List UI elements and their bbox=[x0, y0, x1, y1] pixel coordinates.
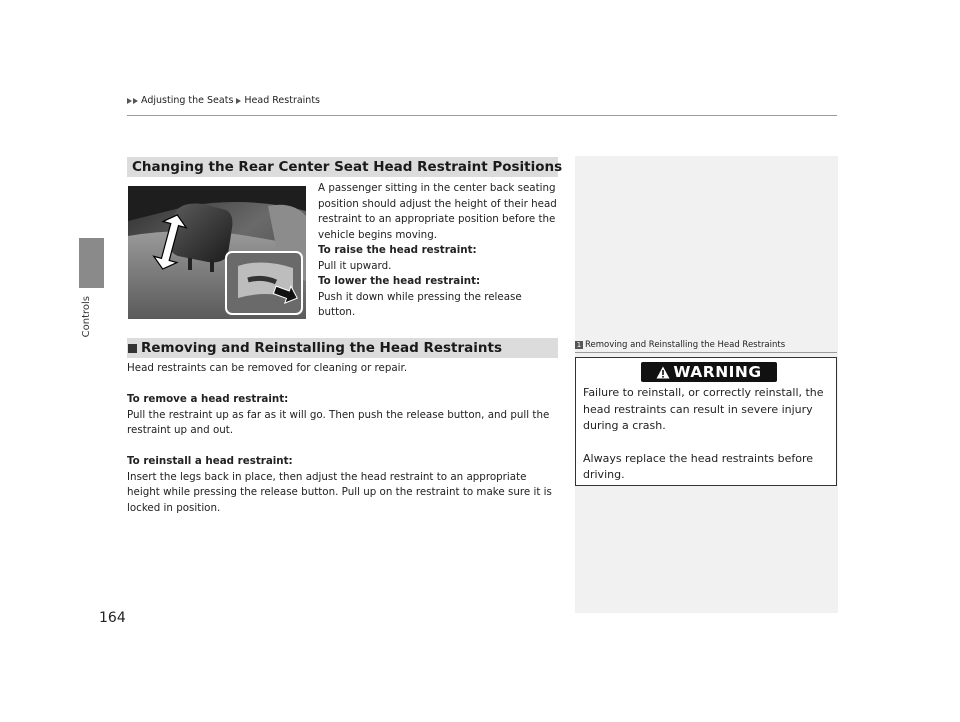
warning-title: WARNING bbox=[673, 363, 762, 381]
chapter-label: Controls bbox=[81, 296, 92, 338]
warning-text-1: Failure to reinstall, or correctly reinstall, the head restraints can result in severe injury during a crash. bbox=[583, 386, 824, 432]
section-heading-text: Removing and Reinstalling the Head Restraints bbox=[141, 340, 503, 356]
section-heading-rear-center bbox=[127, 157, 563, 177]
head-restraint-photo bbox=[128, 186, 306, 319]
remove-text: Pull the restraint up as far as it will go. Then push the release button, and pull the restraint up and out. bbox=[127, 408, 550, 436]
breadcrumb-arrow-icon bbox=[236, 98, 241, 104]
note-title: Removing and Reinstalling the Head Restraints bbox=[585, 340, 786, 350]
warning-banner bbox=[641, 362, 777, 382]
note-divider bbox=[575, 352, 837, 353]
warning-text-2: Always replace the head restraints before driving. bbox=[583, 451, 814, 481]
warning-text bbox=[583, 385, 831, 500]
raise-label: To raise the head restraint: bbox=[318, 244, 477, 256]
breadcrumb-arrow-icon bbox=[127, 98, 132, 104]
remove-label: To remove a head restraint: bbox=[127, 393, 289, 405]
breadcrumb bbox=[127, 95, 323, 106]
breadcrumb-item-head-restraints[interactable]: Head Restraints bbox=[244, 95, 321, 106]
page-number: 164 bbox=[99, 610, 126, 626]
reinstall-label: To reinstall a head restraint: bbox=[127, 455, 293, 467]
section-heading-removing bbox=[127, 338, 558, 358]
header-divider bbox=[127, 115, 837, 116]
note-heading bbox=[575, 340, 837, 350]
raise-text: Pull it upward. bbox=[318, 259, 392, 272]
section1-text bbox=[318, 181, 558, 321]
section1-intro: A passenger sitting in the center back seating position should adjust the height of their head restraint to an appropriate position before the vehicle begins moving. bbox=[318, 182, 557, 241]
note-number-badge: 1 bbox=[576, 341, 582, 349]
breadcrumb-item-adjusting-seats[interactable]: Adjusting the Seats bbox=[141, 95, 234, 106]
section2-intro: Head restraints can be removed for cleaning or repair. bbox=[127, 362, 408, 374]
reinstall-text: Insert the legs back in place, then adjust the head restraint to an appropriate height while pressing the release button. Pull up on the restraint to make sure it is locked in position. bbox=[127, 470, 552, 514]
chapter-tab bbox=[79, 238, 104, 288]
warning-triangle-icon bbox=[656, 366, 670, 379]
section-heading-text: Changing the Rear Center Seat Head Restraint Positions bbox=[132, 159, 563, 175]
breadcrumb-arrow-icon bbox=[133, 98, 138, 104]
section-square-icon bbox=[128, 344, 137, 353]
lower-label: To lower the head restraint: bbox=[318, 275, 481, 287]
section2-text bbox=[127, 361, 559, 532]
lower-text: Push it down while pressing the release button. bbox=[318, 290, 522, 318]
